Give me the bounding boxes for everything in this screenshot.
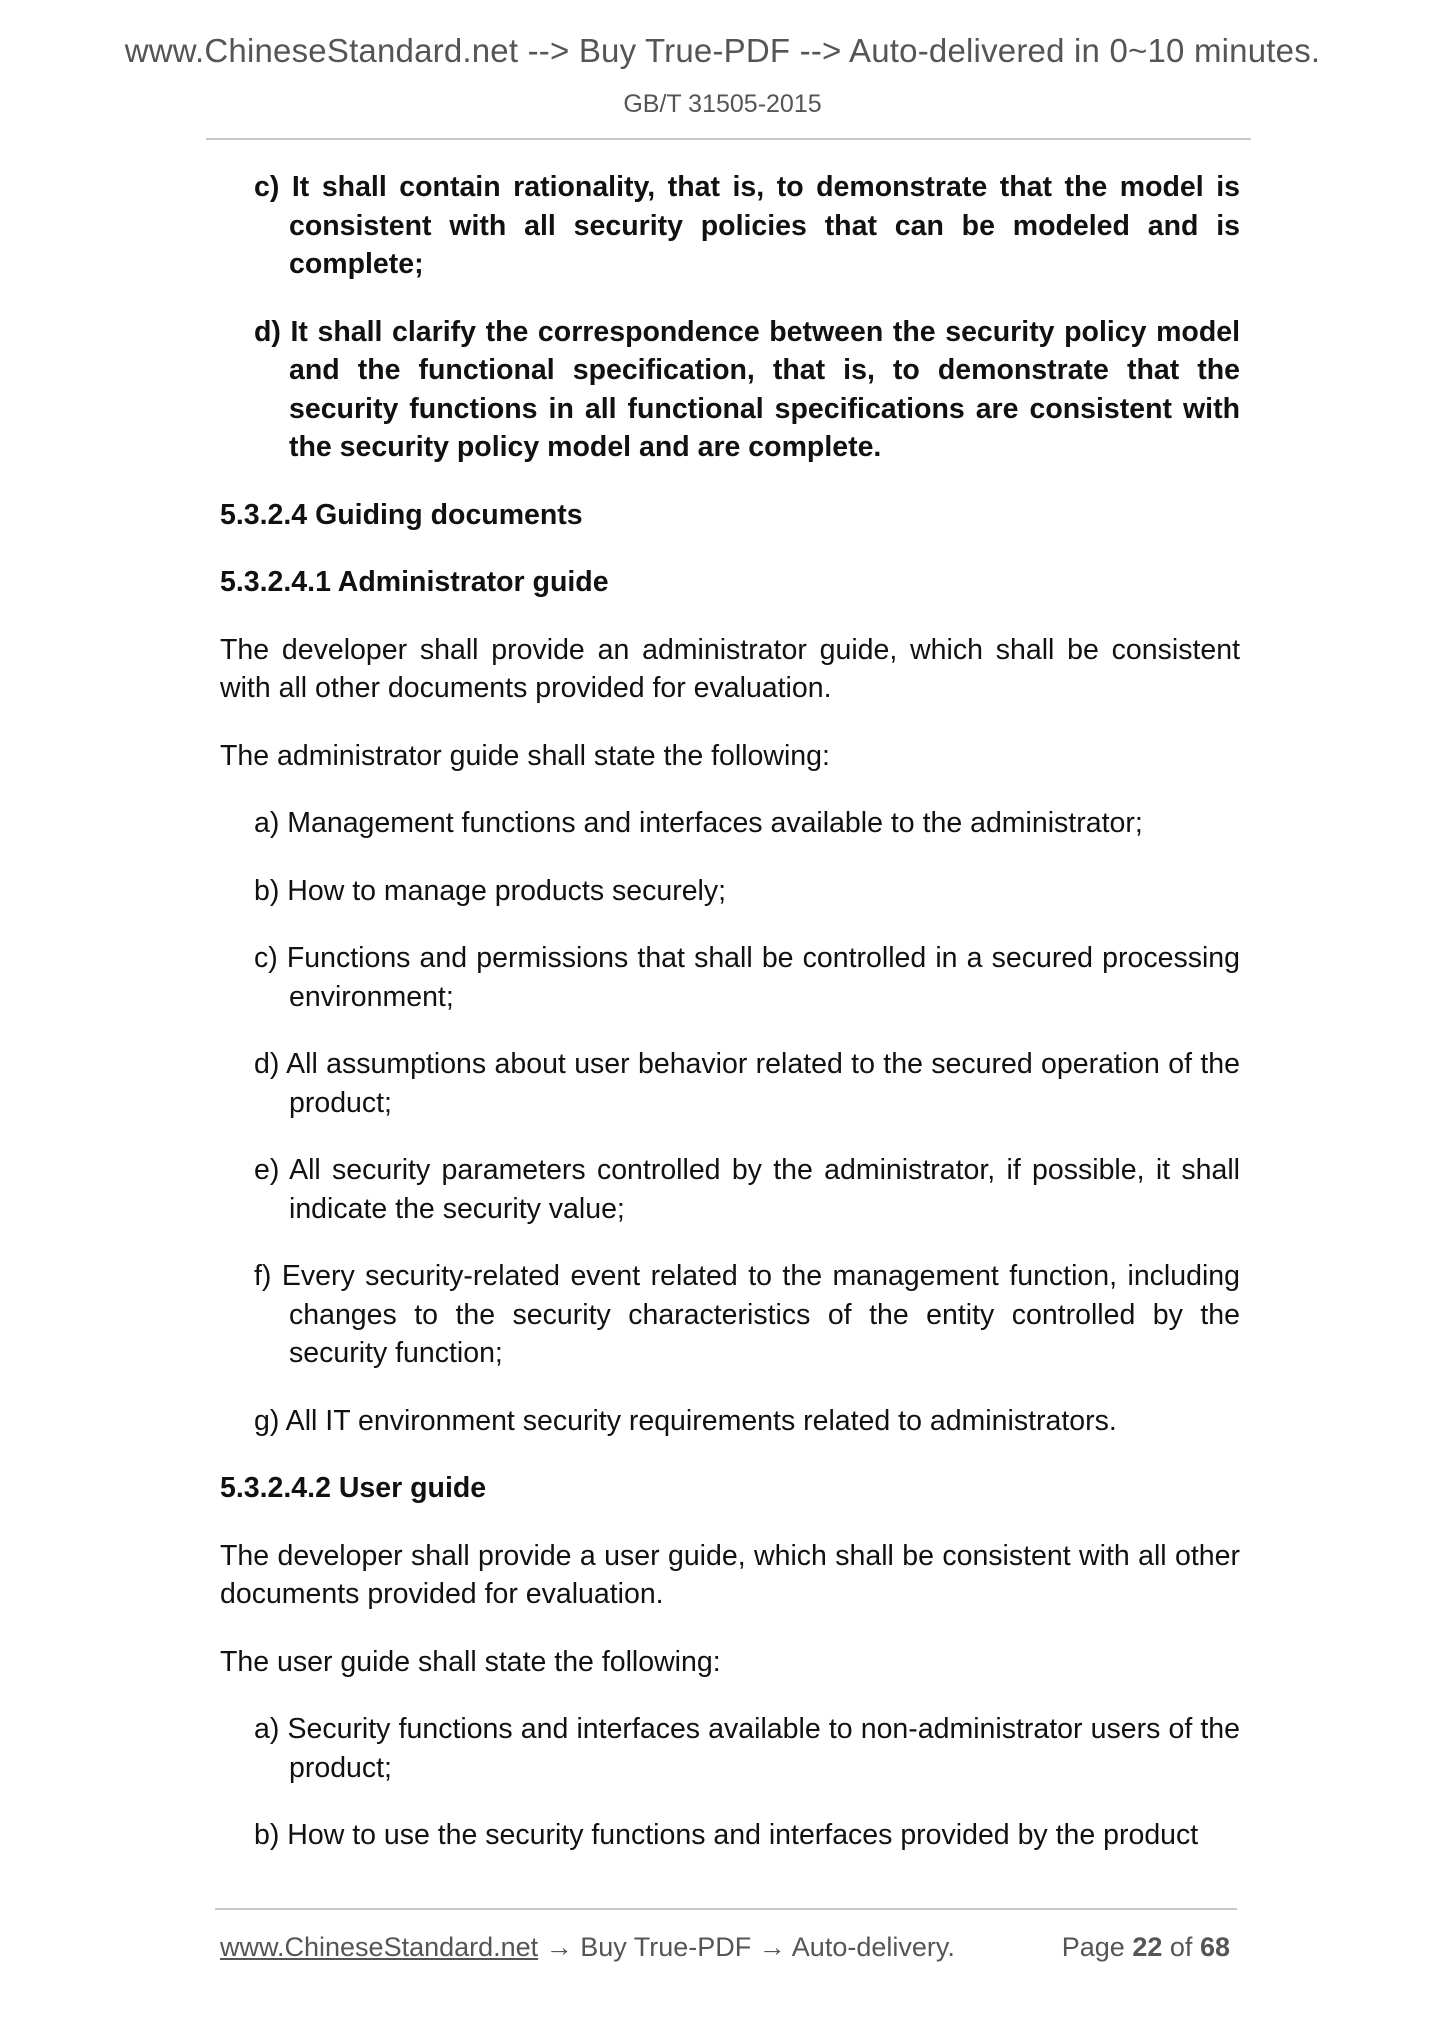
page-number: 22	[1132, 1932, 1163, 1962]
list-item-c-rationality: c) It shall contain rationality, that is, to demonstrate that the model is consistent with all security policies that can be modeled and is complete;	[254, 171, 1240, 280]
footer-left	[220, 1932, 955, 1963]
section-heading-administrator-guide: 5.3.2.4.1 Administrator guide	[220, 566, 609, 598]
list-item: c) Functions and permissions that shall be controlled in a secured processing environment;	[254, 942, 1240, 1013]
paragraph-user-guide-intro: The developer shall provide a user guide, which shall be consistent with all other documents provided for evaluation.	[220, 1539, 1240, 1610]
list-item: b) How to use the security functions and interfaces provided by the product	[254, 1819, 1199, 1851]
section-heading-user-guide: 5.3.2.4.2 User guide	[220, 1472, 487, 1504]
header-divider	[206, 138, 1251, 140]
footer-delivery-text: Auto-delivery.	[791, 1932, 955, 1962]
list-item: d) All assumptions about user behavior related to the secured operation of the product;	[254, 1048, 1240, 1119]
footer-site-link[interactable]: www.ChineseStandard.net	[220, 1932, 539, 1962]
list-item: b) How to manage products securely;	[254, 874, 727, 907]
list-item: f) Every security-related event related to the management function, including changes to the security characteristics of the entity controlled by the security function;	[254, 1260, 1240, 1369]
arrow-right-icon: →	[758, 1932, 786, 1962]
paragraph-admin-guide-intro: The developer shall provide an administrator guide, which shall be consistent with all other documents provided for evaluation.	[220, 633, 1240, 704]
page-word: Page	[1061, 1932, 1125, 1962]
standard-code: GB/T 31505-2015	[623, 90, 822, 118]
list-item: a) Management functions and interfaces available to the administrator;	[254, 807, 1143, 839]
top-banner: www.ChineseStandard.net --> Buy True-PDF --> Auto-delivered in 0~10 minutes.	[124, 32, 1321, 69]
list-item-d-correspondence: d) It shall clarify the correspondence between the security policy model and the functional specification, that is, to demonstrate that the security functions in all functional specifications are consistent with the security policy model and are complete.	[254, 315, 1240, 463]
list-item: a) Security functions and interfaces available to non-administrator users of the product;	[254, 1713, 1240, 1784]
of-word: of	[1169, 1932, 1193, 1962]
list-item: e) All security parameters controlled by the administrator, if possible, it shall indicate the security value;	[254, 1154, 1240, 1225]
paragraph-admin-guide-state: The administrator guide shall state the following:	[220, 739, 830, 772]
list-item: g) All IT environment security requirements related to administrators.	[254, 1404, 1117, 1437]
arrow-right-icon: →	[545, 1932, 573, 1962]
page-indicator	[1062, 1932, 1230, 1963]
footer-buy-text: Buy True-PDF	[580, 1932, 752, 1962]
page-total: 68	[1199, 1932, 1230, 1962]
footer-divider	[215, 1908, 1237, 1910]
section-heading-guiding-documents: 5.3.2.4 Guiding documents	[220, 498, 583, 531]
paragraph-user-guide-state: The user guide shall state the following:	[220, 1645, 721, 1678]
page-body	[220, 168, 1240, 1855]
